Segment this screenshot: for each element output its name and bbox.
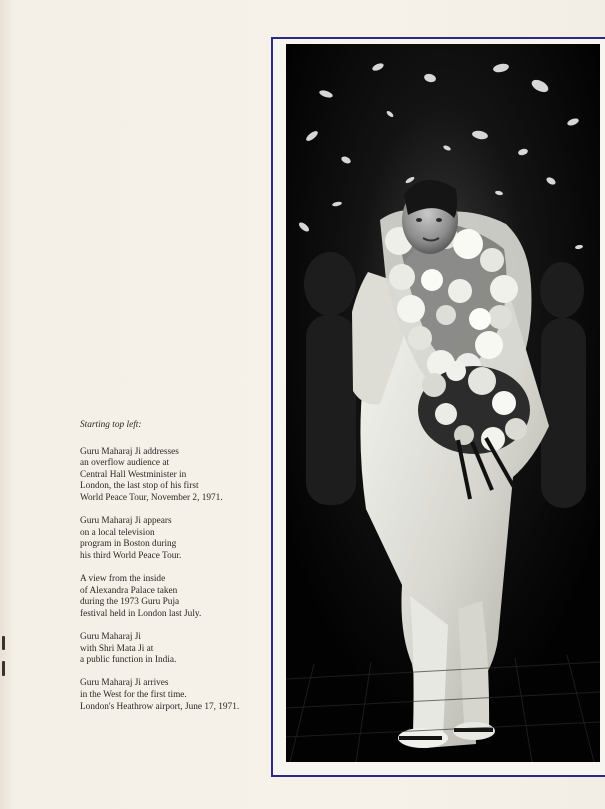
caption-line: program in Boston during: [80, 539, 177, 550]
caption-intro: Starting top left:: [80, 420, 142, 430]
caption-line: a public function in India.: [80, 655, 177, 666]
caption-line: London, the last stop of his first: [80, 481, 199, 492]
caption-line: Guru Maharaj Ji addresses: [80, 446, 179, 457]
caption-item: [80, 516, 270, 562]
caption-line: Guru Maharaj Ji: [80, 632, 141, 643]
caption-line: with Shri Mata Ji at: [80, 643, 154, 654]
caption-line: of Alexandra Palace taken: [80, 585, 178, 596]
caption-item: [80, 678, 270, 713]
caption-line: London's Heathrow airport, June 17, 1971.: [80, 701, 240, 712]
photo-caption: [80, 420, 270, 725]
arrival-photograph: [286, 44, 600, 762]
caption-line: Guru Maharaj Ji appears: [80, 516, 172, 527]
caption-line: World Peace Tour, November 2, 1971.: [80, 492, 223, 503]
caption-line: festival held in London last July.: [80, 608, 202, 619]
caption-line: during the 1973 Guru Puja: [80, 597, 180, 608]
caption-line: Central Hall Westminister in: [80, 469, 187, 480]
caption-item: [80, 574, 270, 620]
binding-mark-top: [2, 636, 5, 650]
caption-line: his third World Peace Tour.: [80, 550, 182, 561]
caption-line: on a local television: [80, 527, 155, 538]
photo-illustration: [286, 44, 600, 762]
caption-item: [80, 447, 270, 505]
binding-mark-bottom: [2, 661, 5, 676]
caption-line: A view from the inside: [80, 574, 166, 585]
caption-line: in the West for the first time.: [80, 690, 187, 701]
caption-item: [80, 632, 270, 667]
caption-line: Guru Maharaj Ji arrives: [80, 678, 169, 689]
caption-line: an overflow audience at: [80, 458, 170, 469]
face: [402, 180, 458, 254]
